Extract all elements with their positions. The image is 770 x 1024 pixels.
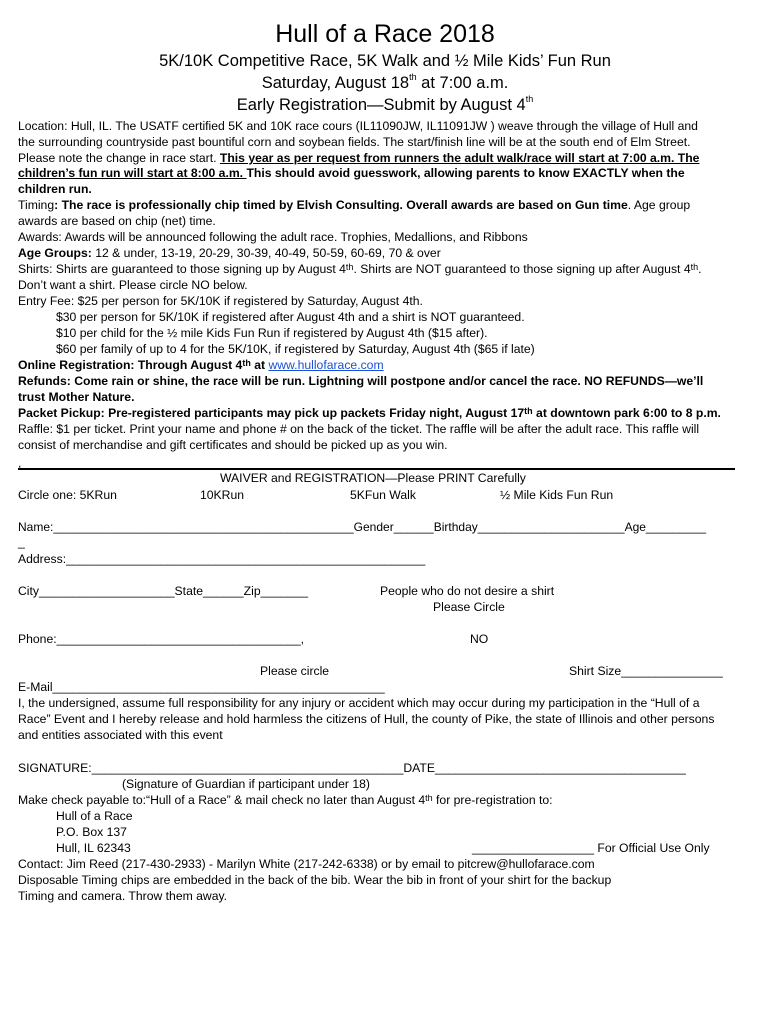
guardian-note: (Signature of Guardian if participant under 18) [122,777,370,791]
location-line-1: Location: Hull, IL. The USATF certified 5K and 10K race cours (IL11090JW, IL11091JW ) weave through the village of Hull and [18,119,698,133]
no-shirt-note: People who do not desire a shirt [380,584,555,598]
fun-run-start-note: children’s fun run will start at 8:00 a.m. This should avoid guesswork, allowing parents to know EXACTLY when the [18,166,685,180]
address-field[interactable]: Address:_____________________________________________________ [18,552,426,566]
website-link[interactable]: www.hullofarace.com [268,358,384,372]
name-gender-birthday-age-field[interactable]: Name:_____________________________________________Gender______Birthday______________________Age_________ [18,520,706,534]
early-registration: Early Registration—Submit by August 4th [236,94,534,114]
shirts-line: Shirts: Shirts are guaranteed to those signing up by August 4th. Shirts are NOT guaranteed to those signing up after August 4th. [18,262,702,276]
waiver-text-3: and entities associated with this event [18,728,223,742]
race-date: Saturday, August 18th at 7:00 a.m. [261,72,509,92]
name-field-wrap: _ [18,535,25,549]
timing-line: Timing: The race is professionally chip timed by Elvish Consulting. Overall awards are based on Gun time. Age group [18,198,691,212]
raffle-line: Raffle: $1 per ticket. Print your name and phone # on the back of the ticket. The raffle will be after the adult race. This raffle will [18,422,700,436]
age-groups-line: Age Groups: 12 & under, 13-19, 20-29, 30-39, 40-49, 50-59, 60-69, 70 & over [18,246,441,260]
city-state-zip-field[interactable]: City____________________State______Zip_______ [18,584,309,598]
entry-fee-line: Entry Fee: $25 per person for 5K/10K if registered by Saturday, August 4th. [18,294,423,308]
packet-pickup-line: Packet Pickup: Pre-registered participants may pick up packets Friday night, August 17th at downtown park 6:00 to 8 p.m. [18,406,721,420]
check-payable-line: Make check payable to:“Hull of a Race” & mail check no later than August 4th for pre-registration to: [18,793,553,807]
timing-chips-line-2: Timing and camera. Throw them away. [18,889,228,903]
option-10krun[interactable]: 10KRun [200,488,245,502]
online-registration: Online Registration: Through August 4th at www.hullofarace.com [18,358,384,372]
option-kids-fun-run[interactable]: ½ Mile Kids Fun Run [500,488,614,502]
entry-fee-kids: $10 per child for the ½ mile Kids Fun Run if registered by August 4th ($15 after). [56,326,488,340]
waiver-text-1: I, the undersigned, assume full responsibility for any injury or accident which may occur during my participation in the “Hull of a [18,696,700,710]
circle-one-5krun[interactable]: Circle one: 5KRun [18,488,117,502]
entry-fee-late: $30 per person for 5K/10K if registered after August 4th and a shirt is NOT guaranteed. [56,310,525,324]
shirt-size-field[interactable]: Shirt Size_______________ [569,664,723,678]
signature-date-field[interactable]: SIGNATURE:______________________________________________DATE_____________________________________ [18,761,686,775]
email-field[interactable]: E-Mail_________________________________________________ [18,680,385,694]
waiver-text-2: Race” Event and I hereby release and hold harmless the citizens of Hull, the county of Pike, the state of Illinois and other persons [18,712,715,726]
mail-address-3: Hull, IL 62343 [56,841,131,855]
timing-chips-line: Disposable Timing chips are embedded in the back of the bib. Wear the bib in front of your shirt for the backup [18,873,612,887]
rule-comma: , [18,456,22,470]
race-start-note: Please note the change in race start. This year as per request from runners the adult walk/race will start at 7:00 a.m. The [18,151,700,165]
please-circle-label: Please circle [260,664,330,678]
no-shirt-option[interactable]: NO [470,632,489,646]
raffle-line-2: consist of merchandise and gift certificates and should be picked up as you win. [18,438,448,452]
page-title: Hull of a Race 2018 [275,20,495,48]
phone-field[interactable]: Phone:____________________________________, [18,632,305,646]
official-use-field: __________________ For Official Use Only [472,841,710,855]
location-line-2: the surrounding countryside past bountiful corn and soybean fields. The start/finish line will be at the south end of Elm Street. [18,135,691,149]
shirts-line-2: Don’t want a shirt. Please circle NO below. [18,278,248,292]
entry-fee-family: $60 per family of up to 4 for the 5K/10K, if registered by Saturday, August 4th ($65 if late) [56,342,535,356]
mail-address-1: Hull of a Race [56,809,133,823]
awards-line: Awards: Awards will be announced following the adult race. Trophies, Medallions, and Ribbons [18,230,528,244]
subtitle: 5K/10K Competitive Race, 5K Walk and ½ Mile Kids’ Fun Run [159,52,611,70]
refunds-line: Refunds: Come rain or shine, the race will be run. Lightning will postpone and/or cancel the race. NO REFUNDS—we’ll [18,374,704,388]
refunds-line-2: trust Mother Nature. [18,390,135,404]
contact-line: Contact: Jim Reed (217-430-2933) - Marilyn White (217-242-6338) or by email to pitcrew@hullofarace.com [18,857,595,871]
option-5k-fun-walk[interactable]: 5KFun Walk [350,488,416,502]
mail-address-2: P.O. Box 137 [56,825,127,839]
timing-line-2: awards are based on chip (net) time. [18,214,216,228]
fun-run-start-note-end: children run. [18,182,92,196]
divider-line [18,468,735,470]
no-shirt-circle-note: Please Circle [433,600,505,614]
waiver-title: WAIVER and REGISTRATION—Please PRINT Carefully [220,471,526,485]
